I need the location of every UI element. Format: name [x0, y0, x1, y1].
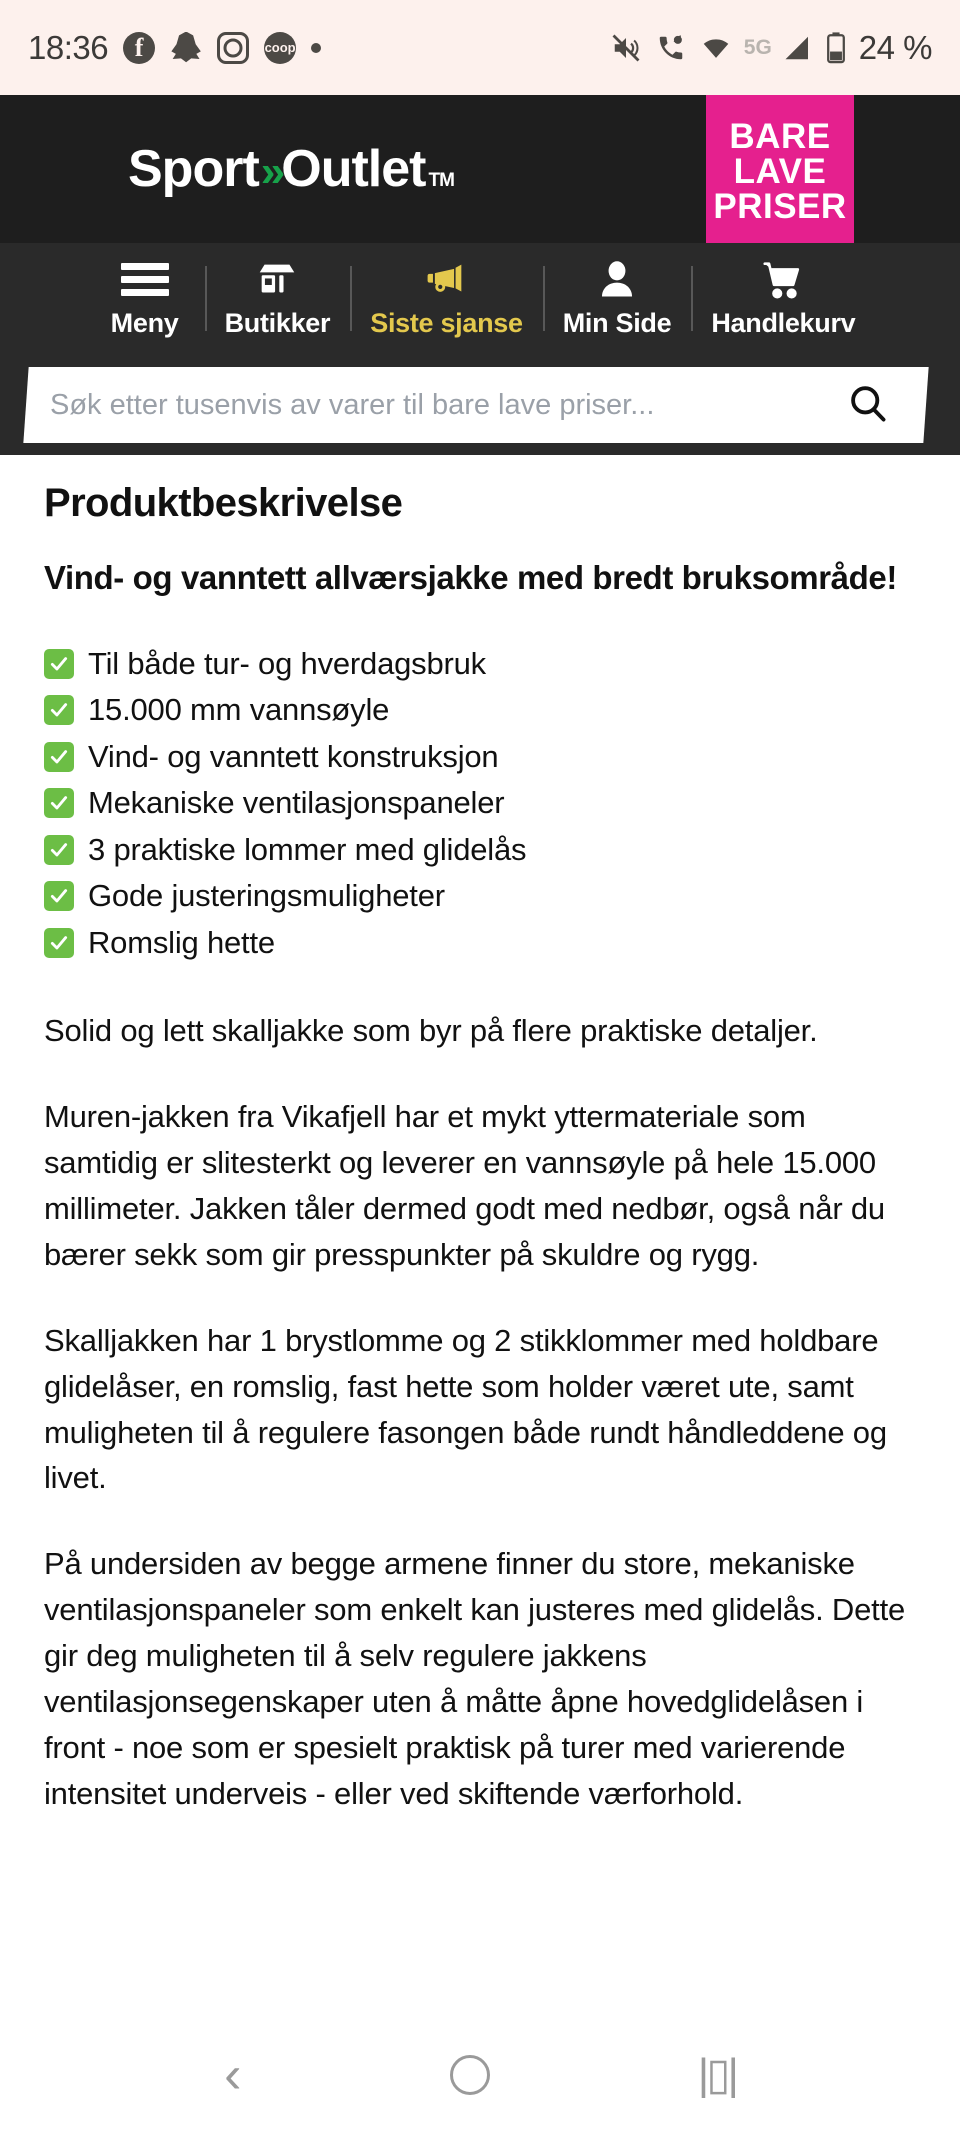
check-icon [44, 695, 74, 725]
search-box[interactable] [23, 367, 928, 443]
hamburger-icon [121, 256, 169, 304]
logo-text-sport: Sport [128, 140, 259, 198]
recents-button-icon[interactable]: |▯| [697, 2050, 736, 2099]
list-item [44, 780, 916, 827]
status-bar [0, 0, 960, 95]
check-icon [44, 649, 74, 679]
wifi-icon [699, 34, 733, 62]
nav-item-butikker[interactable] [205, 256, 351, 339]
page-title: Produktbeskrivelse [44, 481, 403, 525]
cart-icon [758, 256, 808, 304]
nav-label-min-side: Min Side [562, 307, 672, 338]
check-icon [44, 881, 74, 911]
feature-text: Romslig hette [88, 924, 275, 960]
battery-percentage: 24 % [858, 28, 932, 66]
description-paragraph: Solid og lett skalljakke som byr på flere praktiske detaljer. [44, 1013, 818, 1049]
nav-item-meny[interactable] [85, 256, 205, 339]
nav-label-meny: Meny [110, 307, 179, 338]
site-header [0, 95, 960, 243]
nav-item-siste-sjanse[interactable] [350, 256, 543, 339]
description-paragraph: Skalljakken har 1 brystlomme og 2 stikklommer med holdbare glidelåser, en romslig, fast hette som holder været ute, samt muligheten til å regulere fasongen både rundt håndleddene og livet. [44, 1322, 887, 1496]
android-system-navigation [0, 2016, 960, 2134]
badge-line-2: LAVE [733, 151, 827, 191]
nav-label-butikker: Butikker [224, 307, 331, 338]
list-item [44, 641, 916, 688]
badge-line-3: PRISER [713, 186, 847, 226]
feature-text: Til både tur- og hverdagsbruk [88, 645, 486, 681]
network-type-label: 5G [743, 35, 772, 59]
nav-item-min-side[interactable] [543, 256, 692, 339]
mute-icon [609, 33, 643, 63]
nav-label-handlekurv: Handlekurv [711, 307, 856, 338]
feature-list [44, 641, 916, 967]
dot-icon [311, 43, 321, 53]
feature-text: Gode justeringsmuligheter [88, 878, 445, 914]
home-button-icon[interactable] [450, 2055, 490, 2095]
nav-label-siste-sjanse: Siste sjanse [370, 307, 523, 338]
feature-text: Mekaniske ventilasjonspaneler [88, 785, 505, 821]
feature-text: 15.000 mm vannsøyle [88, 692, 390, 728]
facebook-icon: f [123, 32, 155, 64]
main-navigation [0, 243, 960, 351]
search-input[interactable] [50, 375, 770, 435]
search-icon [846, 382, 890, 429]
battery-icon [824, 31, 848, 65]
instagram-icon [217, 32, 249, 64]
status-bar-left [28, 29, 321, 67]
back-button-icon[interactable]: ‹ [224, 2046, 242, 2104]
status-clock: 18:36 [28, 28, 109, 66]
logo-chevron-icon: » [260, 147, 280, 196]
description-paragraph: Muren-jakken fra Vikafjell har et mykt yttermateriale som samtidig er slitesterkt og leverer en vannsøyle på hele 15.000 millimeter. Jakken tåler dermed godt med nedbør, også når du bærer sekk som gir presspunkter på skuldre og rygg. [44, 1099, 885, 1272]
signal-icon [783, 33, 813, 63]
check-icon [44, 788, 74, 818]
list-item [44, 920, 916, 967]
check-icon [44, 835, 74, 865]
check-icon [44, 928, 74, 958]
site-logo[interactable] [128, 139, 454, 199]
store-icon [254, 256, 300, 304]
nav-item-handlekurv[interactable] [691, 256, 875, 339]
product-description-section [0, 455, 960, 2015]
search-bar-container [0, 351, 960, 455]
product-subheading: Vind- og vanntett allværsjakke med bredt bruksområde! [44, 559, 897, 596]
wifi-calling-icon [654, 33, 688, 63]
coop-icon: coop [264, 32, 296, 64]
snapchat-icon [170, 32, 202, 64]
megaphone-icon [421, 256, 471, 304]
bare-lave-priser-badge[interactable] [706, 95, 854, 243]
list-item [44, 827, 916, 874]
search-submit-button[interactable] [846, 382, 890, 429]
feature-text: 3 praktiske lommer med glidelås [88, 831, 527, 867]
list-item [44, 873, 916, 920]
description-paragraph: På undersiden av begge armene finner du store, mekaniske ventilasjonspaneler som enkelt kan justeres med glidelås. Dette gir deg muligheten til å selv regulere jakkens ventilasjonsegenskaper uten å måtte åpne hovedglidelåsen i front - noe som er spesielt praktisk på turer med varierende intensitet underveis - eller ved skiftende værforhold. [44, 1546, 906, 1811]
check-icon [44, 742, 74, 772]
person-icon [595, 256, 639, 304]
list-item [44, 687, 916, 734]
status-bar-right [609, 29, 932, 67]
list-item [44, 734, 916, 781]
logo-text-outlet: Outlet [281, 140, 426, 198]
logo-trademark: TM [428, 170, 454, 191]
feature-text: Vind- og vanntett konstruksjon [88, 738, 499, 774]
badge-line-1: BARE [729, 116, 831, 156]
